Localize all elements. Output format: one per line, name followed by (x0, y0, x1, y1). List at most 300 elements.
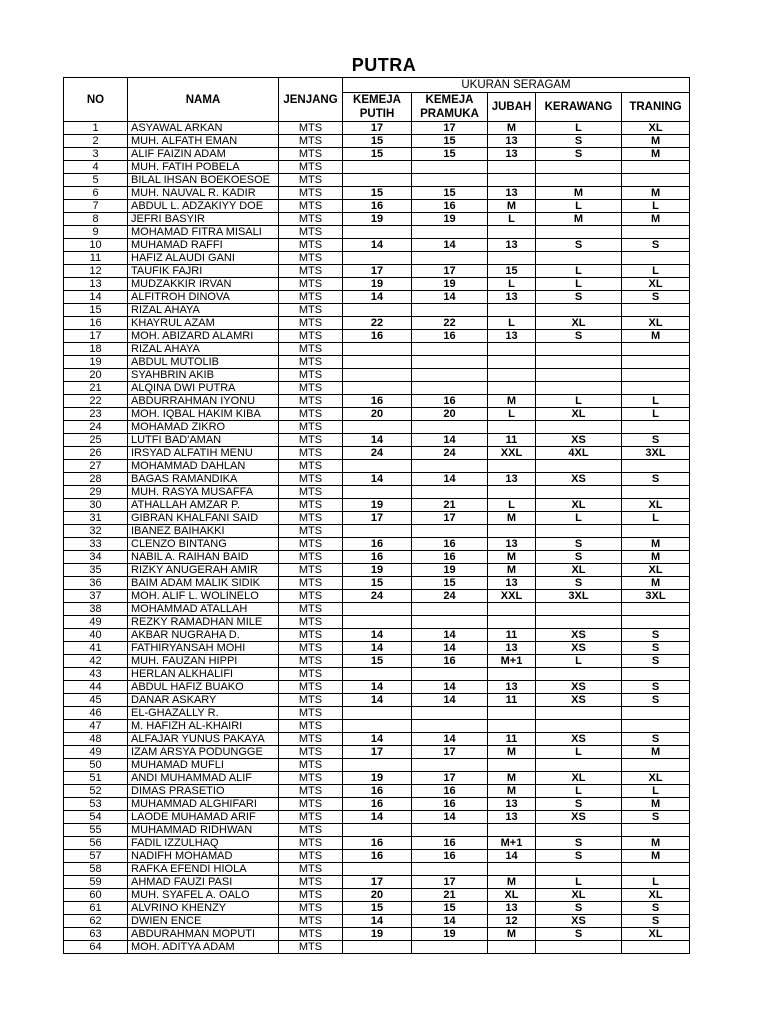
cell-nama: EL-GHAZALLY R. (128, 707, 279, 720)
cell-kemeja-putih (343, 863, 412, 876)
cell-kemeja-putih: 14 (343, 694, 412, 707)
cell-jenjang: MTS (279, 850, 343, 863)
header-nama: NAMA (128, 78, 279, 122)
cell-nama: REZKY RAMADHAN MILE (128, 616, 279, 629)
table-row (64, 629, 690, 642)
cell-kemeja-putih (343, 252, 412, 265)
cell-jubah: L (488, 317, 536, 330)
cell-traning (622, 525, 690, 538)
cell-traning: XL (622, 564, 690, 577)
table-row (64, 915, 690, 928)
cell-kerawang: L (536, 746, 622, 759)
cell-kemeja-pramuka: 17 (412, 746, 488, 759)
table-row (64, 265, 690, 278)
cell-jenjang: MTS (279, 434, 343, 447)
cell-jubah (488, 174, 536, 187)
cell-nama: HERLAN ALKHALIFI (128, 668, 279, 681)
cell-nama: ABDURRAHMAN IYONU (128, 395, 279, 408)
cell-kemeja-pramuka: 14 (412, 629, 488, 642)
cell-nama: MUH. FATIH POBELA (128, 161, 279, 174)
cell-no: 20 (64, 369, 128, 382)
cell-jubah (488, 941, 536, 954)
cell-kemeja-putih (343, 759, 412, 772)
cell-traning: S (622, 811, 690, 824)
cell-no: 14 (64, 291, 128, 304)
cell-jenjang: MTS (279, 525, 343, 538)
cell-kemeja-pramuka (412, 824, 488, 837)
cell-no: 10 (64, 239, 128, 252)
cell-kerawang: S (536, 902, 622, 915)
cell-kemeja-pramuka: 16 (412, 330, 488, 343)
cell-kemeja-pramuka: 15 (412, 902, 488, 915)
cell-no: 26 (64, 447, 128, 460)
cell-traning (622, 161, 690, 174)
cell-kemeja-pramuka: 19 (412, 213, 488, 226)
cell-traning: S (622, 733, 690, 746)
cell-kemeja-putih: 15 (343, 187, 412, 200)
cell-jubah: M (488, 772, 536, 785)
cell-kemeja-putih: 14 (343, 291, 412, 304)
cell-nama: NADIFH MOHAMAD (128, 850, 279, 863)
cell-no: 55 (64, 824, 128, 837)
cell-kerawang: XS (536, 629, 622, 642)
cell-kerawang: S (536, 538, 622, 551)
cell-kerawang: XL (536, 772, 622, 785)
cell-jenjang: MTS (279, 759, 343, 772)
cell-jenjang: MTS (279, 135, 343, 148)
cell-kemeja-pramuka: 14 (412, 434, 488, 447)
cell-traning (622, 356, 690, 369)
cell-jubah: 13 (488, 681, 536, 694)
cell-traning: M (622, 551, 690, 564)
cell-jubah (488, 304, 536, 317)
cell-kerawang: XS (536, 915, 622, 928)
cell-kemeja-pramuka (412, 226, 488, 239)
cell-kerawang (536, 343, 622, 356)
cell-no: 42 (64, 655, 128, 668)
cell-traning: L (622, 512, 690, 525)
cell-nama: DWIEN ENCE (128, 915, 279, 928)
cell-jubah: M+1 (488, 837, 536, 850)
cell-kemeja-pramuka: 19 (412, 278, 488, 291)
cell-jenjang: MTS (279, 148, 343, 161)
table-row (64, 889, 690, 902)
cell-no: 63 (64, 928, 128, 941)
cell-no: 11 (64, 252, 128, 265)
cell-jubah (488, 252, 536, 265)
cell-traning (622, 486, 690, 499)
cell-kemeja-pramuka: 14 (412, 642, 488, 655)
cell-nama: BILAL IHSAN BOEKOESOE (128, 174, 279, 187)
cell-nama: MOHAMAD FITRA MISALI (128, 226, 279, 239)
cell-kerawang: L (536, 265, 622, 278)
cell-traning: S (622, 915, 690, 928)
cell-nama: ABDUL HAFIZ BUAKO (128, 681, 279, 694)
cell-no: 43 (64, 668, 128, 681)
cell-kemeja-putih: 15 (343, 148, 412, 161)
cell-jubah: XXL (488, 590, 536, 603)
header-jenjang: JENJANG (279, 78, 343, 122)
cell-jenjang: MTS (279, 200, 343, 213)
cell-nama: MOHAMAD ZIKRO (128, 421, 279, 434)
cell-kemeja-putih (343, 720, 412, 733)
cell-kerawang: L (536, 876, 622, 889)
cell-traning: L (622, 408, 690, 421)
cell-kerawang: XS (536, 473, 622, 486)
cell-jubah: 12 (488, 915, 536, 928)
cell-jenjang: MTS (279, 707, 343, 720)
cell-jenjang: MTS (279, 551, 343, 564)
cell-jubah (488, 460, 536, 473)
cell-nama: ABDURAHMAN MOPUTI (128, 928, 279, 941)
cell-kerawang: L (536, 655, 622, 668)
cell-jubah: 13 (488, 902, 536, 915)
cell-kemeja-pramuka (412, 174, 488, 187)
cell-kemeja-putih (343, 486, 412, 499)
cell-no: 49 (64, 616, 128, 629)
header-kemeja-putih: KEMEJA PUTIH (343, 93, 412, 122)
cell-kemeja-putih: 17 (343, 265, 412, 278)
cell-no: 38 (64, 603, 128, 616)
cell-kemeja-putih: 17 (343, 876, 412, 889)
cell-no: 29 (64, 486, 128, 499)
cell-traning: XL (622, 499, 690, 512)
cell-jubah: M (488, 551, 536, 564)
cell-kemeja-pramuka: 17 (412, 772, 488, 785)
cell-kemeja-pramuka: 22 (412, 317, 488, 330)
cell-traning: S (622, 902, 690, 915)
cell-jubah (488, 525, 536, 538)
cell-no: 48 (64, 733, 128, 746)
cell-kemeja-putih (343, 941, 412, 954)
cell-no: 5 (64, 174, 128, 187)
table-row (64, 148, 690, 161)
table-row (64, 824, 690, 837)
cell-traning (622, 759, 690, 772)
table-row (64, 863, 690, 876)
cell-nama: MOH. IQBAL HAKIM KIBA (128, 408, 279, 421)
table-row (64, 434, 690, 447)
cell-no: 15 (64, 304, 128, 317)
cell-jubah: 13 (488, 239, 536, 252)
cell-nama: RAFKA EFENDI HIOLA (128, 863, 279, 876)
cell-traning: M (622, 746, 690, 759)
cell-kemeja-pramuka: 24 (412, 590, 488, 603)
cell-jubah: 11 (488, 694, 536, 707)
cell-nama: ALFITROH DINOVA (128, 291, 279, 304)
table-row (64, 759, 690, 772)
cell-jubah: 15 (488, 265, 536, 278)
cell-no: 7 (64, 200, 128, 213)
cell-kemeja-pramuka (412, 382, 488, 395)
cell-kerawang: L (536, 785, 622, 798)
cell-kerawang: L (536, 395, 622, 408)
cell-nama: RIZAL AHAYA (128, 304, 279, 317)
cell-kemeja-pramuka: 14 (412, 811, 488, 824)
table-row (64, 811, 690, 824)
header-kerawang: KERAWANG (536, 93, 622, 122)
cell-traning (622, 616, 690, 629)
table-row (64, 668, 690, 681)
cell-kemeja-pramuka: 15 (412, 577, 488, 590)
table-row (64, 161, 690, 174)
cell-kemeja-pramuka: 19 (412, 564, 488, 577)
cell-kemeja-pramuka (412, 668, 488, 681)
cell-jubah (488, 421, 536, 434)
cell-kerawang (536, 824, 622, 837)
cell-traning: S (622, 239, 690, 252)
cell-no: 58 (64, 863, 128, 876)
table-row (64, 239, 690, 252)
cell-nama: ANDI MUHAMMAD ALIF (128, 772, 279, 785)
cell-kemeja-pramuka (412, 252, 488, 265)
cell-nama: MUHAMMAD RIDHWAN (128, 824, 279, 837)
cell-jenjang: MTS (279, 798, 343, 811)
cell-kemeja-pramuka: 15 (412, 135, 488, 148)
cell-jenjang: MTS (279, 629, 343, 642)
cell-kemeja-putih: 19 (343, 928, 412, 941)
cell-nama: MUH. SYAFEL A. OALO (128, 889, 279, 902)
cell-jubah (488, 603, 536, 616)
table-row (64, 369, 690, 382)
uniform-size-table (63, 77, 690, 954)
cell-kemeja-putih: 17 (343, 122, 412, 135)
table-row (64, 655, 690, 668)
cell-no: 50 (64, 759, 128, 772)
cell-nama: CLENZO BINTANG (128, 538, 279, 551)
table-row (64, 499, 690, 512)
cell-jubah: 13 (488, 811, 536, 824)
cell-jubah: 13 (488, 798, 536, 811)
cell-kemeja-pramuka: 21 (412, 889, 488, 902)
cell-jubah: M (488, 564, 536, 577)
cell-traning: M (622, 330, 690, 343)
cell-traning: L (622, 876, 690, 889)
cell-jenjang: MTS (279, 291, 343, 304)
table-row (64, 122, 690, 135)
cell-no: 4 (64, 161, 128, 174)
cell-jenjang: MTS (279, 317, 343, 330)
cell-traning: L (622, 200, 690, 213)
table-row (64, 200, 690, 213)
cell-traning: M (622, 577, 690, 590)
table-row (64, 876, 690, 889)
cell-nama: FATHIRYANSAH MOHI (128, 642, 279, 655)
cell-kemeja-pramuka (412, 460, 488, 473)
cell-kemeja-putih: 20 (343, 889, 412, 902)
cell-jubah: 11 (488, 434, 536, 447)
cell-nama: MOH. ADITYA ADAM (128, 941, 279, 954)
cell-traning: S (622, 642, 690, 655)
cell-kerawang: XS (536, 694, 622, 707)
table-row (64, 733, 690, 746)
cell-jenjang: MTS (279, 460, 343, 473)
cell-jubah (488, 863, 536, 876)
cell-jubah: 13 (488, 330, 536, 343)
cell-kemeja-putih: 17 (343, 512, 412, 525)
cell-nama: MUHAMAD MUFLI (128, 759, 279, 772)
cell-kemeja-putih: 14 (343, 811, 412, 824)
cell-nama: ALQINA DWI PUTRA (128, 382, 279, 395)
cell-jubah: 13 (488, 577, 536, 590)
cell-kerawang: L (536, 200, 622, 213)
cell-no: 33 (64, 538, 128, 551)
cell-kemeja-pramuka: 14 (412, 291, 488, 304)
cell-jenjang: MTS (279, 915, 343, 928)
cell-kemeja-pramuka: 14 (412, 694, 488, 707)
cell-kemeja-putih: 14 (343, 915, 412, 928)
cell-kemeja-pramuka: 14 (412, 681, 488, 694)
cell-traning: M (622, 213, 690, 226)
cell-kerawang: L (536, 278, 622, 291)
cell-kerawang (536, 161, 622, 174)
cell-kerawang: M (536, 187, 622, 200)
cell-no: 16 (64, 317, 128, 330)
cell-kemeja-putih: 22 (343, 317, 412, 330)
table-row (64, 603, 690, 616)
cell-jubah: M (488, 512, 536, 525)
cell-kerawang: S (536, 577, 622, 590)
cell-traning (622, 460, 690, 473)
cell-traning: S (622, 655, 690, 668)
cell-jenjang: MTS (279, 343, 343, 356)
cell-kerawang: 4XL (536, 447, 622, 460)
cell-kerawang: M (536, 213, 622, 226)
cell-traning: XL (622, 317, 690, 330)
cell-kemeja-pramuka: 14 (412, 473, 488, 486)
cell-traning: XL (622, 122, 690, 135)
cell-traning: XL (622, 928, 690, 941)
cell-jenjang: MTS (279, 538, 343, 551)
cell-kerawang (536, 525, 622, 538)
table-row (64, 382, 690, 395)
table-row (64, 551, 690, 564)
cell-traning (622, 941, 690, 954)
cell-jubah (488, 343, 536, 356)
cell-kerawang: S (536, 551, 622, 564)
cell-jubah: M (488, 785, 536, 798)
cell-kemeja-putih: 17 (343, 746, 412, 759)
cell-jubah (488, 226, 536, 239)
cell-nama: IBANEZ BAIHAKKI (128, 525, 279, 538)
cell-kemeja-putih: 14 (343, 642, 412, 655)
cell-kerawang (536, 603, 622, 616)
table-row (64, 681, 690, 694)
cell-jenjang: MTS (279, 902, 343, 915)
cell-jenjang: MTS (279, 395, 343, 408)
table-row (64, 213, 690, 226)
cell-jenjang: MTS (279, 486, 343, 499)
cell-kerawang (536, 941, 622, 954)
cell-jenjang: MTS (279, 356, 343, 369)
cell-jenjang: MTS (279, 876, 343, 889)
cell-kemeja-pramuka (412, 525, 488, 538)
cell-jenjang: MTS (279, 161, 343, 174)
cell-jenjang: MTS (279, 863, 343, 876)
cell-kemeja-putih: 16 (343, 200, 412, 213)
cell-kerawang (536, 616, 622, 629)
cell-no: 36 (64, 577, 128, 590)
cell-kemeja-putih (343, 421, 412, 434)
cell-kerawang (536, 174, 622, 187)
cell-kemeja-pramuka (412, 707, 488, 720)
table-row (64, 928, 690, 941)
cell-jenjang: MTS (279, 733, 343, 746)
cell-no: 54 (64, 811, 128, 824)
cell-jenjang: MTS (279, 603, 343, 616)
cell-jenjang: MTS (279, 226, 343, 239)
cell-kemeja-putih (343, 304, 412, 317)
cell-nama: FADIL IZZULHAQ (128, 837, 279, 850)
cell-traning (622, 174, 690, 187)
cell-no: 44 (64, 681, 128, 694)
cell-jenjang: MTS (279, 499, 343, 512)
cell-nama: SYAHBRIN AKIB (128, 369, 279, 382)
header-ukuran-seragam: UKURAN SERAGAM (343, 78, 690, 93)
cell-jenjang: MTS (279, 668, 343, 681)
table-row (64, 590, 690, 603)
table-row (64, 525, 690, 538)
cell-jubah (488, 824, 536, 837)
cell-jubah: M (488, 122, 536, 135)
cell-jubah: L (488, 408, 536, 421)
cell-kemeja-putih: 24 (343, 447, 412, 460)
table-row (64, 837, 690, 850)
cell-no: 45 (64, 694, 128, 707)
cell-kemeja-putih (343, 174, 412, 187)
cell-no: 64 (64, 941, 128, 954)
cell-jubah (488, 382, 536, 395)
cell-jubah: M (488, 876, 536, 889)
cell-kemeja-putih: 16 (343, 395, 412, 408)
cell-kerawang: XL (536, 408, 622, 421)
table-row (64, 486, 690, 499)
cell-kemeja-pramuka: 17 (412, 122, 488, 135)
cell-jenjang: MTS (279, 889, 343, 902)
table-row (64, 538, 690, 551)
cell-no: 21 (64, 382, 128, 395)
cell-kerawang (536, 304, 622, 317)
cell-kerawang (536, 252, 622, 265)
cell-no: 37 (64, 590, 128, 603)
cell-kemeja-pramuka (412, 941, 488, 954)
cell-jenjang: MTS (279, 278, 343, 291)
cell-jenjang: MTS (279, 174, 343, 187)
cell-jenjang: MTS (279, 642, 343, 655)
cell-jenjang: MTS (279, 187, 343, 200)
cell-kemeja-pramuka (412, 616, 488, 629)
cell-no: 1 (64, 122, 128, 135)
cell-no: 8 (64, 213, 128, 226)
cell-kemeja-putih: 16 (343, 330, 412, 343)
cell-kemeja-putih: 14 (343, 733, 412, 746)
cell-no: 28 (64, 473, 128, 486)
cell-no: 12 (64, 265, 128, 278)
table-row (64, 187, 690, 200)
cell-jubah (488, 369, 536, 382)
header-no: NO (64, 78, 128, 122)
cell-kemeja-putih: 16 (343, 785, 412, 798)
cell-kemeja-putih: 24 (343, 590, 412, 603)
cell-jenjang: MTS (279, 473, 343, 486)
table-row (64, 330, 690, 343)
cell-jenjang: MTS (279, 720, 343, 733)
cell-jenjang: MTS (279, 655, 343, 668)
cell-kemeja-putih (343, 616, 412, 629)
cell-traning (622, 603, 690, 616)
cell-traning: 3XL (622, 590, 690, 603)
cell-jubah: 13 (488, 135, 536, 148)
